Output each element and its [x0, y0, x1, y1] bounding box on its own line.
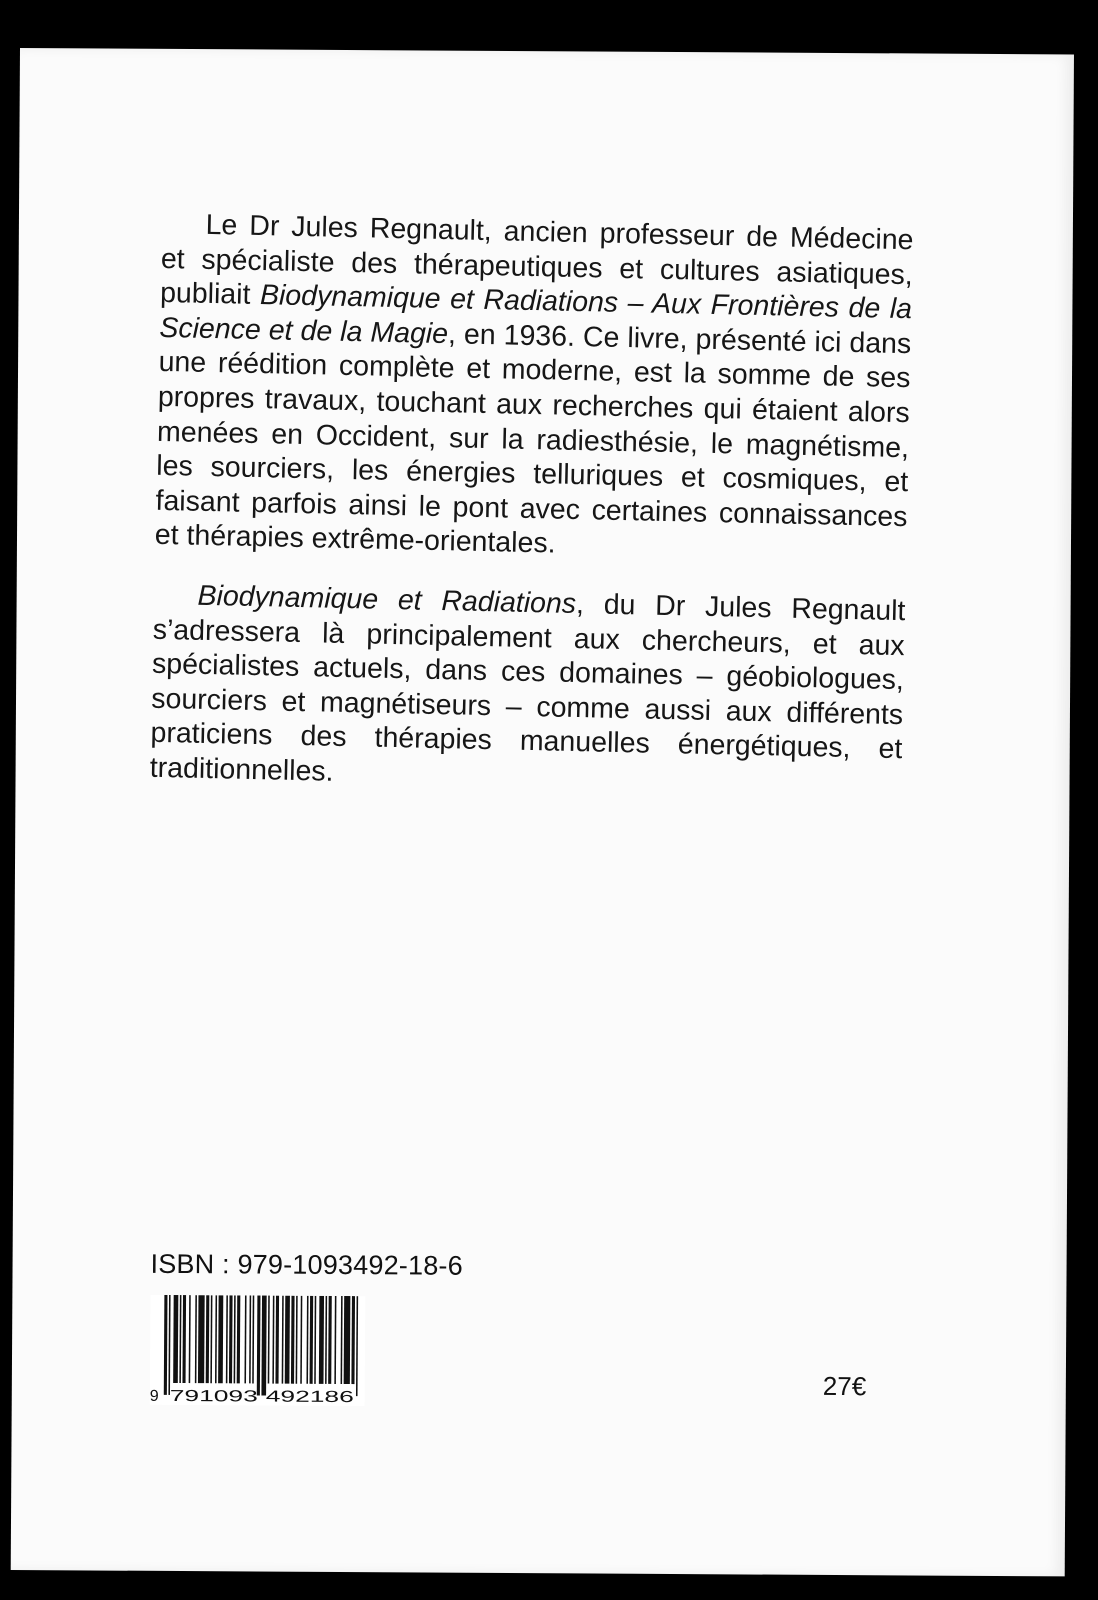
barcode-bar	[319, 1296, 324, 1384]
barcode-bar	[206, 1295, 210, 1383]
barcode-bar	[351, 1296, 355, 1384]
barcode-left-digits: 791093	[169, 1387, 224, 1406]
barcode-bar	[344, 1296, 351, 1384]
barcode-right-digits: 492186	[265, 1388, 320, 1406]
isbn-label: ISBN : 979-1093492-18-6	[150, 1248, 463, 1281]
back-cover	[11, 48, 1074, 1576]
barcode-bar	[257, 1295, 261, 1395]
barcode-bar	[229, 1295, 233, 1383]
barcode-bar	[164, 1295, 168, 1395]
barcode-bar	[198, 1295, 205, 1383]
p1-text-2: , en 1936. Ce livre, présenté ici dans une réédition complète et moderne, est la somme de ses propres travaux, touchant aux recherches qui étaient alors menées en Occident, sur la radiesthésie, le magnétisme, les sourciers, les énergies telluriques et cosmiques, et faisant parfois ainsi le pont avec certaines connaissances et thérapies extrême-orientales.	[154, 317, 912, 560]
p2-text-1: , du Dr Jules Regnault s’adressera là principalement aux chercheurs, et aux spécialistes actuels, dans ces domaines – géobiologues, sourciers et magnétiseurs – comme aussi aux différents praticiens des thérapies manuelles énergétiques, et traditionnelles.	[149, 587, 906, 788]
barcode-bar	[328, 1296, 332, 1384]
barcode-bar	[173, 1295, 178, 1383]
barcode-graphic	[150, 1295, 366, 1406]
blurb-paragraph-1	[154, 207, 913, 569]
barcode-bar	[218, 1295, 223, 1383]
price: 27€	[822, 1370, 867, 1402]
blurb-paragraph-2	[149, 578, 905, 802]
barcode	[150, 1295, 366, 1406]
barcode-bar	[310, 1296, 314, 1384]
barcode-bar	[261, 1296, 266, 1396]
barcode-bar	[237, 1295, 241, 1383]
p1-book-title: Biodynamique et Radiations – Aux Frontières de la Science et de la Magie	[159, 279, 913, 350]
p2-book-title: Biodynamique et Radiations	[197, 579, 577, 620]
barcode-bar	[285, 1296, 290, 1384]
blurb	[149, 207, 913, 802]
barcode-bar	[291, 1296, 295, 1384]
p1-text-1: Le Dr Jules Regnault, ancien professeur de Médecine et spécialiste des thérapeutiques et cultures asiatiques, publiait	[159, 208, 914, 312]
barcode-bar	[275, 1296, 279, 1384]
barcode-bar	[182, 1295, 186, 1383]
barcode-first-digit: 9	[149, 1387, 159, 1405]
